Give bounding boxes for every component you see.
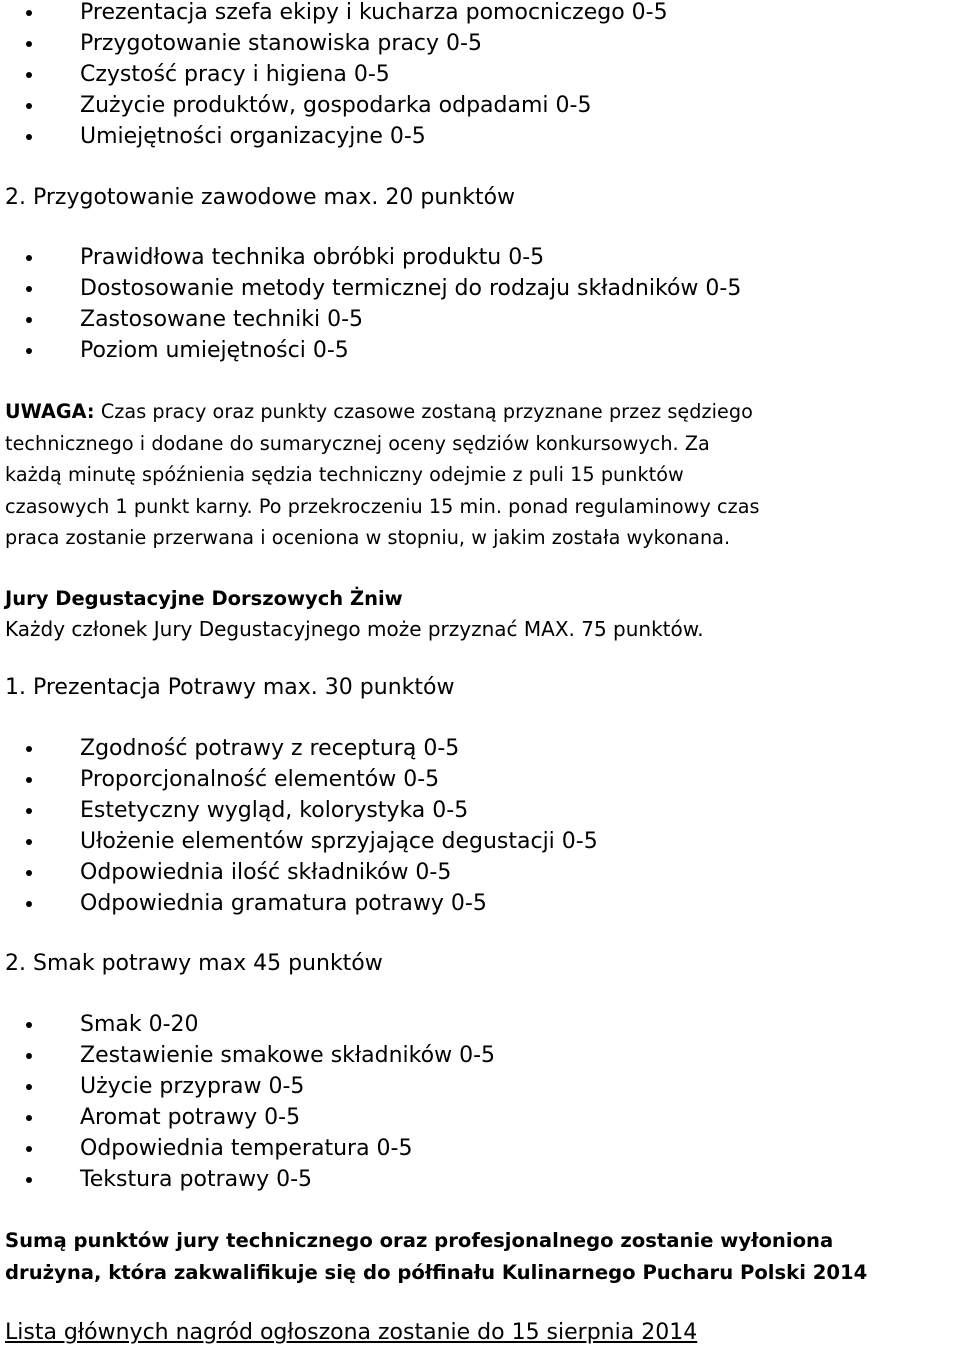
list-item: Odpowiednia gramatura potrawy 0-5	[0, 888, 960, 919]
section-heading-presentation: 1. Prezentacja Potrawy max. 30 punktów	[5, 675, 455, 700]
bullet-icon	[26, 839, 32, 845]
final-statement	[5, 1225, 960, 1289]
list-item: Prezentacja szefa ekipy i kucharza pomocniczego 0-5	[0, 0, 960, 28]
bullet-icon	[26, 870, 32, 876]
note-line: UWAGA: Czas pracy oraz punkty czasowe zostaną przyznane przez sędziego	[5, 400, 753, 423]
note-paragraph	[5, 396, 960, 554]
bullet-icon	[26, 1022, 32, 1028]
prizes-link[interactable]: Lista głównych nagród ogłoszona zostanie do 15 sierpnia 2014	[5, 1320, 698, 1345]
list-item: Aromat potrawy 0-5	[0, 1102, 960, 1133]
list-item: Dostosowanie metody termicznej do rodzaju składników 0-5	[0, 273, 960, 304]
note-label: UWAGA:	[5, 400, 95, 423]
note-line: praca zostanie przerwana i oceniona w stopniu, w jakim została wykonana.	[5, 526, 731, 549]
jury-title: Jury Degustacyjne Dorszowych Żniw	[5, 587, 403, 610]
list-item: Użycie przypraw 0-5	[0, 1071, 960, 1102]
list-item: Estetyczny wygląd, kolorystyka 0-5	[0, 795, 960, 826]
jury-description: Każdy członek Jury Degustacyjnego może przyznać MAX. 75 punktów.	[5, 617, 704, 641]
bullet-icon	[26, 1053, 32, 1059]
list-item: Smak 0-20	[0, 1009, 960, 1040]
list-item: Poziom umiejętności 0-5	[0, 335, 960, 366]
bullet-icon	[26, 1146, 32, 1152]
list-item: Proporcjonalność elementów 0-5	[0, 764, 960, 795]
bullet-icon	[26, 1084, 32, 1090]
list-item: Zgodność potrawy z recepturą 0-5	[0, 733, 960, 764]
bullet-icon	[26, 72, 32, 78]
prep-list	[0, 242, 960, 366]
bullet-icon	[26, 808, 32, 814]
bullet-icon	[26, 103, 32, 109]
bullet-icon	[26, 746, 32, 752]
bullet-icon	[26, 777, 32, 783]
note-line: czasowych 1 punkt karny. Po przekroczeniu 15 min. ponad regulaminowy czas	[5, 494, 760, 518]
section-heading-taste: 2. Smak potrawy max 45 punktów	[5, 951, 383, 976]
bullet-icon	[26, 286, 32, 292]
note-line: technicznego i dodane do sumarycznej oceny sędziów konkursowych. Za	[5, 431, 710, 455]
list-item: Odpowiednia ilość składników 0-5	[0, 857, 960, 888]
presentation-list	[0, 733, 960, 919]
list-item: Zestawienie smakowe składników 0-5	[0, 1040, 960, 1071]
list-item: Tekstura potrawy 0-5	[0, 1164, 960, 1195]
bullet-icon	[26, 255, 32, 261]
bullet-icon	[26, 901, 32, 907]
list-item: Prawidłowa technika obróbki produktu 0-5	[0, 242, 960, 273]
list-item: Czystość pracy i higiena 0-5	[0, 59, 960, 90]
technical-extra-list	[0, 0, 960, 152]
bullet-icon	[26, 1177, 32, 1183]
section-heading-prep: 2. Przygotowanie zawodowe max. 20 punktów	[5, 185, 516, 210]
list-item: Ułożenie elementów sprzyjające degustacji 0-5	[0, 826, 960, 857]
list-item: Zużycie produktów, gospodarka odpadami 0-5	[0, 90, 960, 121]
bullet-icon	[26, 10, 32, 16]
bullet-icon	[26, 41, 32, 47]
list-item: Zastosowane techniki 0-5	[0, 304, 960, 335]
final-line: Sumą punktów jury technicznego oraz profesjonalnego zostanie wyłoniona	[5, 1229, 834, 1252]
list-item: Umiejętności organizacyjne 0-5	[0, 121, 960, 152]
list-item: Odpowiednia temperatura 0-5	[0, 1133, 960, 1164]
taste-list	[0, 1009, 960, 1195]
bullet-icon	[26, 134, 32, 140]
list-item: Przygotowanie stanowiska pracy 0-5	[0, 28, 960, 59]
bullet-icon	[26, 317, 32, 323]
note-line: każdą minutę spóźnienia sędzia techniczny odejmie z puli 15 punktów	[5, 463, 684, 486]
bullet-icon	[26, 1115, 32, 1121]
final-line: drużyna, która zakwalifikuje się do półfinału Kulinarnego Pucharu Polski 2014	[5, 1261, 868, 1284]
bullet-icon	[26, 348, 32, 354]
